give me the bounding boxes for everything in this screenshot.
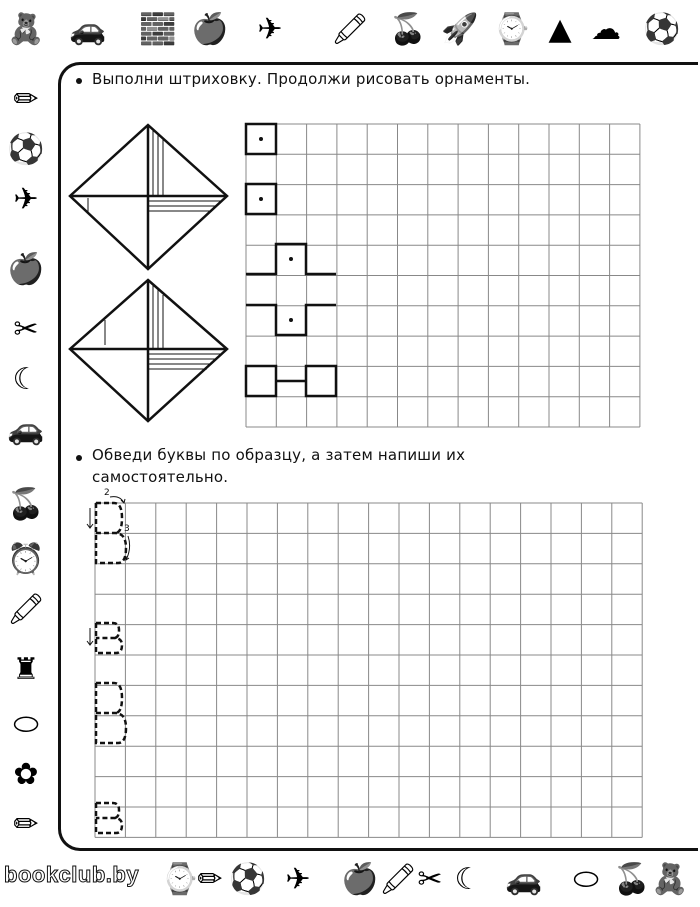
crayons-icon: 🖍 [378, 862, 418, 897]
banana-icon: ☾ [12, 362, 40, 397]
stroke-label-2: 2 [104, 488, 110, 498]
wristwatch-icon: ⌚ [493, 12, 531, 47]
stroke-label-3: 3 [124, 524, 130, 534]
lemon-icon: ⬭ [13, 707, 39, 742]
task2-instruction-line1: Обведи буквы по образцу, а затем напиши их [92, 446, 466, 464]
crayon-icon: ✏ [13, 807, 39, 842]
apple-icon: 🍎 [341, 862, 379, 897]
bookclub-watermark: bookclub.by [4, 862, 140, 887]
scissors-icon: ✂ [13, 312, 39, 347]
letter-v-small-1 [96, 623, 122, 653]
letter-v-large-2 [96, 683, 126, 743]
crayons-icon: 🖍 [330, 12, 370, 47]
pyramid-toy-icon: ▲ [548, 12, 572, 47]
alarm-clock-icon: ⏰ [7, 542, 45, 577]
bush-icon: ☁ [591, 12, 621, 47]
cherries-icon: 🍒 [389, 12, 427, 47]
car-icon: 🚗 [69, 12, 107, 47]
toy-castle-icon: ♜ [12, 652, 40, 687]
ball-icon: ⚽ [7, 132, 45, 167]
rocket-icon: 🚀 [441, 12, 479, 47]
crayon-icon: ✏ [197, 862, 223, 897]
airplane-icon: ✈ [285, 862, 311, 897]
ball-icon: ⚽ [229, 862, 267, 897]
ball-icon: ⚽ [643, 12, 681, 47]
crayon-icon: ✏ [13, 82, 39, 117]
teddy-bear-icon: 🧸 [7, 12, 45, 47]
letter-v-small-2 [96, 803, 122, 833]
cherries-icon: 🍒 [7, 487, 45, 522]
wristwatch-icon: ⌚ [161, 862, 199, 897]
car-icon: 🚗 [7, 412, 45, 447]
cherries-icon: 🍒 [613, 862, 651, 897]
banana-icon: ☾ [454, 862, 482, 897]
lemon-icon: ⬭ [573, 862, 599, 897]
flower-icon: ✿ [13, 757, 39, 792]
airplane-icon: ✈ [257, 12, 283, 47]
apple-icon: 🍎 [191, 12, 229, 47]
toy-blocks-icon: 🧱 [139, 12, 177, 47]
airplane-icon: ✈ [13, 182, 39, 217]
letter-v-large-1 [96, 503, 126, 563]
crayons-icon: 🖍 [6, 592, 46, 627]
apple-icon: 🍎 [7, 252, 45, 287]
task2-instruction-line2: самостоятельно. [92, 468, 229, 486]
task1-instruction: Выполни штриховку. Продолжи рисовать орнаменты. [92, 70, 531, 88]
car-icon: 🚗 [505, 862, 543, 897]
teddy-bear-icon: 🧸 [651, 862, 689, 897]
scissors-icon: ✂ [417, 862, 443, 897]
